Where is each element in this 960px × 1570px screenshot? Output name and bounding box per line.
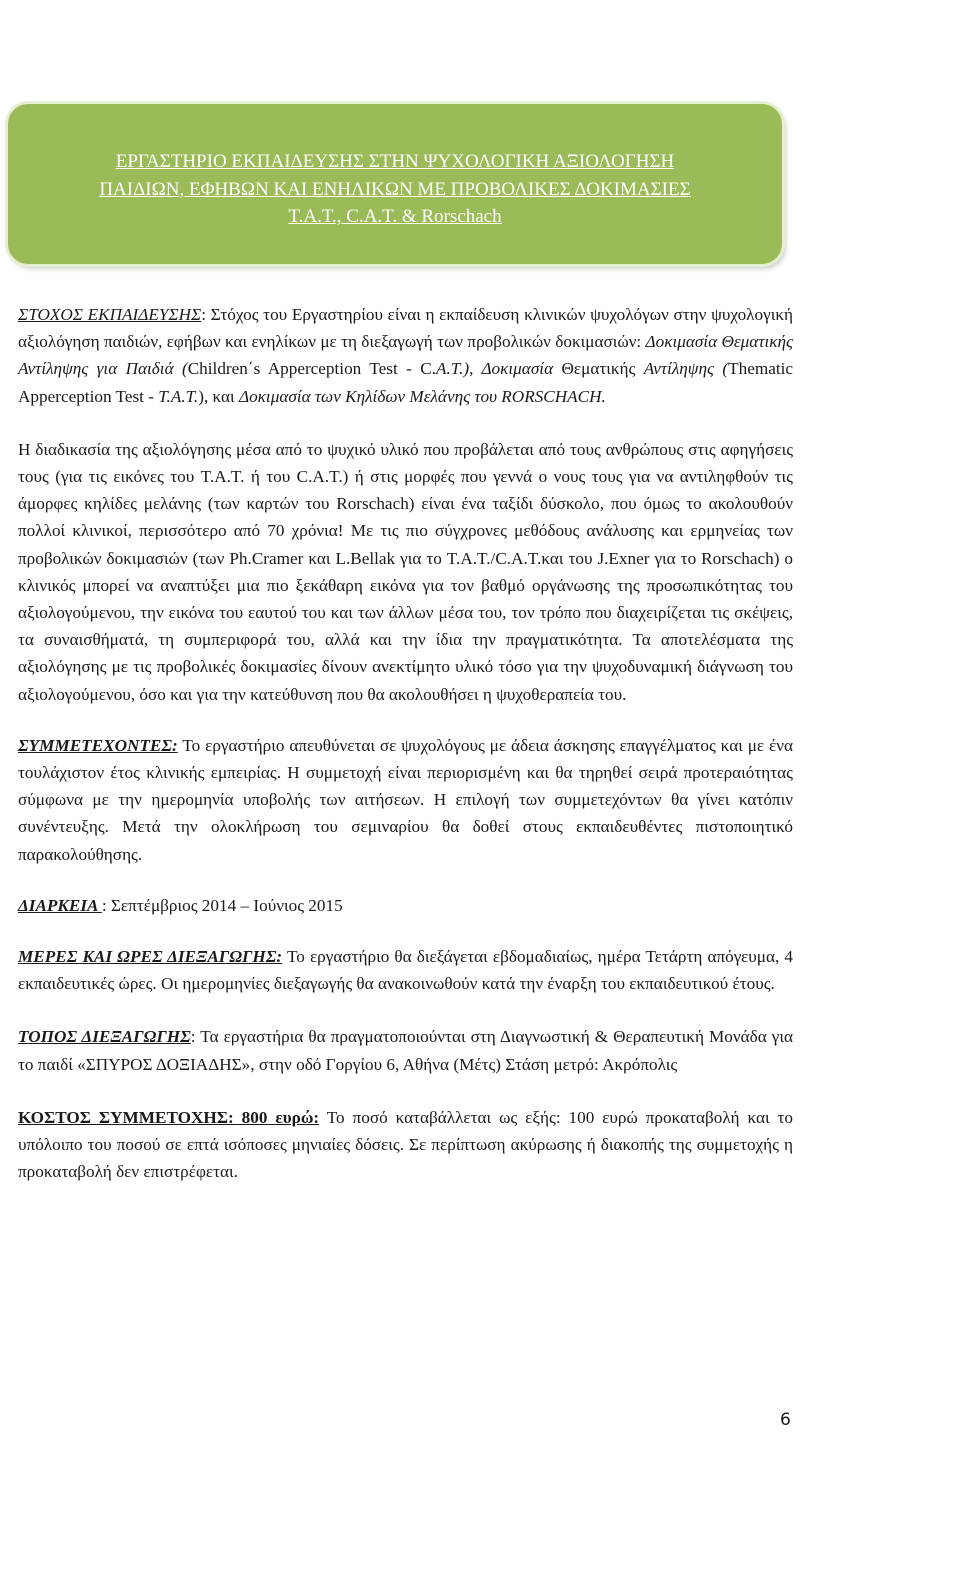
- participants-heading: ΣΥΜΜΕΤΕΧΟΝΤΕΣ:: [18, 735, 178, 755]
- goal-italic-3: Αντίληψης (: [643, 359, 729, 379]
- schedule-paragraph: [18, 943, 793, 997]
- goal-text-4: Thematic Apperception Test -: [18, 359, 794, 406]
- cost-text: Το ποσό καταβάλλεται ως εξής: 100 ευρώ προκαταβολή και το υπόλοιπο του ποσού σε επτά ισόποσες μηνιαίες δόσεις. Σε περίπτωση ακύρωσης ή διακοπής της συμμετοχής η προκαταβολή δεν επιστρέφεται.: [18, 1107, 793, 1182]
- banner-line-2: ΠΑΙΔΙΩΝ, ΕΦΗΒΩΝ ΚΑΙ ΕΝΗΛΙΚΩΝ ΜΕ ΠΡΟΒΟΛΙΚΕΣ ΔΟΚΙΜΑΣΙΕΣ: [99, 178, 691, 200]
- location-heading: ΤΟΠΟΣ ΔΙΕΞΑΓΩΓΗΣ: [18, 1027, 191, 1047]
- title-banner: [8, 104, 782, 264]
- goal-italic-4: T.A.T.: [158, 386, 199, 406]
- goal-heading: ΣΤΟΧΟΣ ΕΚΠΑΙΔΕΥΣΗΣ: [18, 305, 202, 324]
- document-body: [18, 301, 793, 1185]
- process-paragraph: Η διαδικασία της αξιολόγησης μέσα από το ψυχικό υλικό που προβάλεται από τους ανθρώπους στις αφηγήσεις τους (για τις εικόνες του T.A.T. ή του C.A.T.) ή στις μορφές που γεννά ο νους τους για να αντιληφθούν τις άμορφες κηλίδες μελάνης (των καρτών του Rorschach) είναι ένα ταξίδι δύσκολο, που όμως το ακολουθούν πολλοί κλινικοί, περισσότερο από 70 χρόνια! Με τις πιο σύγχρονες μεθόδους ανάλυσης και ερμηνείας των προβολικών δοκιμασιών (των Ph.Cramer και L.Bellak για το T.A.T./C.A.T.και του J.Exner για το Rorschach) ο κλινικός μπορεί να αναπτύξει μια πιο ξεκάθαρη εικόνα για τον βαθμό οργάνωσης της προσωπικότητας του αξιολογούμενου, την εικόνα του εαυτού του και των άλλων μέσα του, τον τρόπο που διαχειρίζεται τις σκέψεις, τα συναισθήματά, τη συμπεριφορά του, αλλά και την ίδια την πραγματικότητα. Τα αποτελέσματα της αξιολόγησης με τις προβολικές δοκιμασίες δίνουν ανεκτίμητο υλικό τόσο για την ψυχοδυναμική διάγνωση του αξιολογούμενου, όσο και για την κατεύθυνση που θα ακολουθήσει η ψυχοθεραπεία του.: [18, 439, 793, 704]
- goal-italic-2: A.T.), Δοκιμασία: [436, 359, 562, 379]
- duration-text: : Σεπτέμβριος 2014 – Ιούνιος 2015: [101, 895, 343, 915]
- banner-line-1: ΕΡΓΑΣΤΗΡΙΟ ΕΚΠΑΙΔΕΥΣΗΣ ΣΤΗΝ ΨΥΧΟΛΟΓΙΚΗ ΑΞΙΟΛΟΓΗΣΗ: [115, 151, 675, 172]
- banner-title: [8, 148, 782, 231]
- goal-italic-1: Δοκιμασία Θεματικής Αντίληψης για Παιδιά (: [18, 332, 793, 379]
- page-number: 6: [780, 1410, 791, 1430]
- goal-paragraph: [18, 301, 793, 410]
- schedule-heading: ΜΕΡΕΣ ΚΑΙ ΩΡΕΣ ΔΙΕΞΑΓΩΓΗΣ:: [18, 947, 283, 967]
- duration-heading: ΔΙΑΡΚΕΙΑ: [18, 895, 102, 915]
- location-paragraph: [18, 1023, 793, 1077]
- goal-text-3: Θεματικής: [561, 359, 644, 379]
- duration-paragraph: [18, 892, 793, 919]
- participants-text: Το εργαστήριο απευθύνεται σε ψυχολόγους με άδεια άσκησης επαγγέλματος και με ένα τουλάχιστον έτος κλινικής εμπειρίας. Η συμμετοχή είναι περιορισμένη και θα τηρηθεί σειρά προτεραιότητας σύμφωνα με την ημερομηνία υποβολής των αιτήσεων. Η επιλογή των συμμετεχόντων θα γίνει κατόπιν συνέντευξης. Μετά την ολοκλήρωση του σεμιναρίου θα δοθεί στους εκπαιδευθέντες πιστοποιητικό παρακολούθησης.: [18, 735, 793, 864]
- schedule-text: Το εργαστήριο θα διεξάγεται εβδομαδιαίως, ημέρα Τετάρτη απόγευμα, 4 εκπαιδευτικές ώρες. Οι ημερομηνίες διεξαγωγής θα ανακοινωθούν κατά την έναρξη του εκπαιδευτικού έτους.: [18, 947, 793, 994]
- participants-paragraph: [18, 732, 793, 868]
- goal-text-5: ), και: [198, 386, 239, 406]
- cost-paragraph: [18, 1104, 793, 1186]
- location-text: : Τα εργαστήρια θα πραγματοποιούνται στη Διαγνωστική & Θεραπευτική Μονάδα για το παιδί «ΣΠΥΡΟΣ ΔΟΞΙΑΔΗΣ», στην οδό Γοργίου 6, Αθήνα (Μέτς) Στάση μετρό: Ακρόπολις: [18, 1027, 793, 1074]
- goal-text-2: Children΄s Apperception Test - C.: [187, 359, 436, 379]
- banner-line-3: T.A.T., C.A.T. & Rorschach: [288, 206, 502, 227]
- goal-italic-5: Δοκιμασία των Κηλίδων Μελάνης του RORSCHACH.: [238, 386, 606, 406]
- cost-heading: ΚΟΣΤΟΣ ΣΥΜΜΕΤΟΧΗΣ: 800 ευρώ:: [18, 1107, 320, 1127]
- goal-text-1: : Στόχος του Εργαστηρίου είναι η εκπαίδευση κλινικών ψυχολόγων στην ψυχολογική αξιολόγηση παιδιών, εφήβων και ενηλίκων με τη διεξαγωγή των προβολικών δοκιμασιών:: [18, 305, 793, 352]
